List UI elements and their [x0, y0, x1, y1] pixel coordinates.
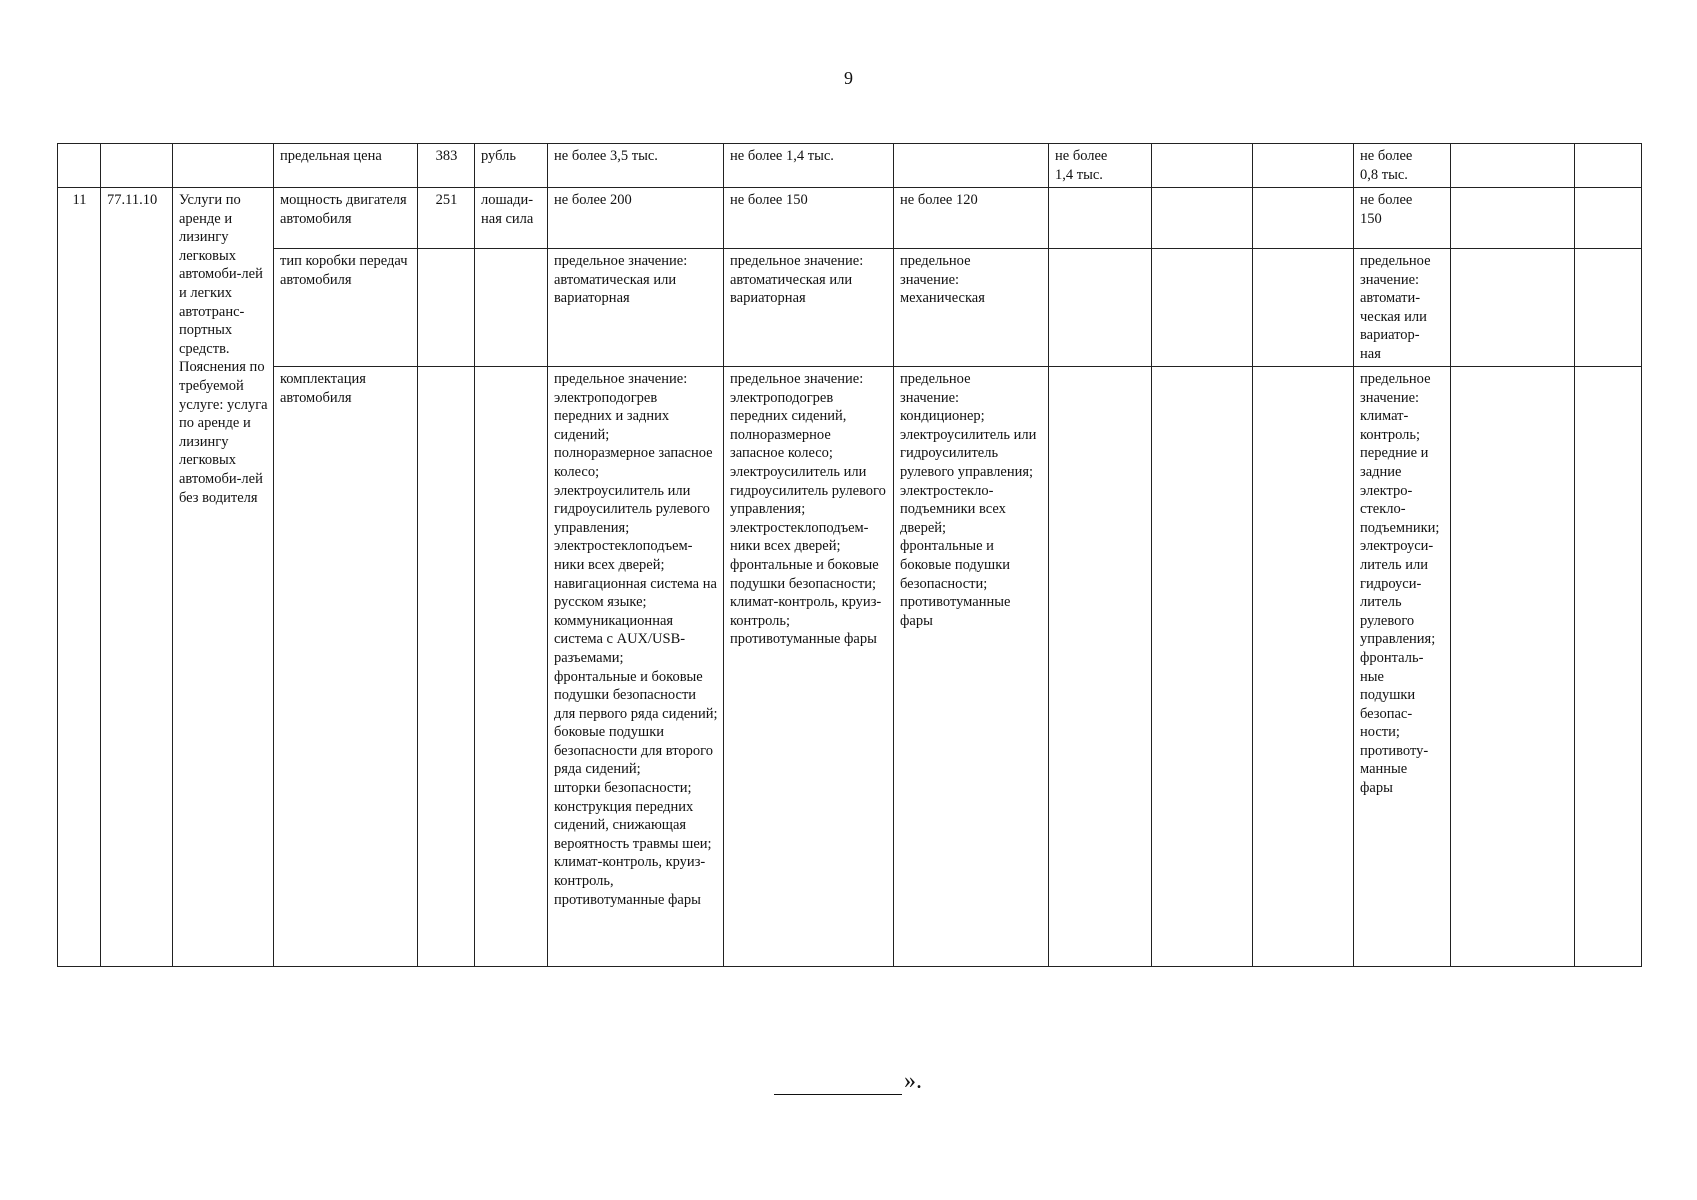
- cell-value-7: не более 150: [1354, 188, 1451, 249]
- cell-value-8: [1451, 249, 1575, 367]
- cell-unit-code: [418, 367, 475, 967]
- cell-value-4: [1049, 188, 1152, 249]
- cell-value-2: предельное значение: автоматическая или вариаторная: [724, 249, 894, 367]
- cell-unit-code: 383: [418, 144, 475, 188]
- cell-value-6: [1253, 367, 1354, 967]
- cell-characteristic: комплектация автомобиля: [274, 367, 418, 967]
- cell-characteristic: мощность двигателя автомобиля: [274, 188, 418, 249]
- cell-value-1: предельное значение: автоматическая или вариаторная: [548, 249, 724, 367]
- cell-value-9: [1575, 249, 1642, 367]
- cell-value-7: предельное значение: климат- контроль; передние и задние электро- стекло- подъемники; электроуси- литель или гидроуси- литель рулевого управления; фронталь- ные подушки безопас- ности; противоту- манные фары: [1354, 367, 1451, 967]
- cell-unit-name: лошади- ная сила: [475, 188, 548, 249]
- closing-underline: [774, 1068, 902, 1095]
- cell-value-2: не более 1,4 тыс.: [724, 144, 894, 188]
- cell-value-3: предельное значение: кондиционер; электроусилитель или гидроусилитель рулевого управления; электростекло-подъемники всех дверей; фронтальные и боковые подушки безопасности; противотуманные фары: [894, 367, 1049, 967]
- cell-service-name: [173, 144, 274, 188]
- cell-value-9: [1575, 144, 1642, 188]
- page-number: 9: [844, 68, 853, 88]
- cell-unit-code: 251: [418, 188, 475, 249]
- table-row-engine-power: [58, 188, 1642, 249]
- cell-value-3: предельное значение: механическая: [894, 249, 1049, 367]
- cell-number: [58, 144, 101, 188]
- closing-quote: ».: [904, 1068, 922, 1094]
- table-row-limit-price: [58, 144, 1642, 188]
- cell-value-1: не более 200: [548, 188, 724, 249]
- cell-value-5: [1152, 367, 1253, 967]
- cell-unit-name: [475, 249, 548, 367]
- cell-value-1: предельное значение: электроподогрев передних и задних сидений; полноразмерное запасное колесо; электроусилитель или гидроусилитель рулевого управления; электростеклоподъем-ники всех дверей; навигационная система на русском языке; коммуникационная система с AUX/USB-разъемами; фронтальные и боковые подушки безопасности для первого ряда сидений; боковые подушки безопасности для второго ряда сидений; шторки безопасности; конструкция передних сидений, снижающая вероятность травмы шеи; климат-контроль, круиз-контроль, противотуманные фары: [548, 367, 724, 967]
- table-row-equipment: [58, 367, 1642, 967]
- cell-value-8: [1451, 367, 1575, 967]
- cell-value-5: [1152, 249, 1253, 367]
- cell-unit-code: [418, 249, 475, 367]
- cell-characteristic: предельная цена: [274, 144, 418, 188]
- cell-value-4: [1049, 249, 1152, 367]
- table-row-gearbox: [58, 249, 1642, 367]
- cell-value-5: [1152, 144, 1253, 188]
- cell-unit-name: [475, 367, 548, 967]
- cell-value-6: [1253, 249, 1354, 367]
- cell-value-8: [1451, 188, 1575, 249]
- cell-okpd: 77.11.10: [101, 188, 173, 967]
- cell-value-8: [1451, 144, 1575, 188]
- cell-value-6: [1253, 144, 1354, 188]
- cell-value-5: [1152, 188, 1253, 249]
- cell-value-3: [894, 144, 1049, 188]
- cell-value-4: не более 1,4 тыс.: [1049, 144, 1152, 188]
- requirements-table: [57, 143, 1642, 967]
- closing-mark: [774, 1068, 922, 1095]
- cell-unit-name: рубль: [475, 144, 548, 188]
- cell-value-2: не более 150: [724, 188, 894, 249]
- cell-value-3: не более 120: [894, 188, 1049, 249]
- cell-characteristic: тип коробки передач автомобиля: [274, 249, 418, 367]
- cell-okpd: [101, 144, 173, 188]
- cell-number: 11: [58, 188, 101, 967]
- cell-value-9: [1575, 188, 1642, 249]
- cell-service-name: Услуги по аренде и лизингу легковых автомоби-лей и легких автотранс-портных средств. Пояснения по требуемой услуге: услуга по аренде и лизингу легковых автомоби-лей без водителя: [173, 188, 274, 967]
- cell-value-9: [1575, 367, 1642, 967]
- cell-value-4: [1049, 367, 1152, 967]
- cell-value-2: предельное значение: электроподогрев передних сидений, полноразмерное запасное колесо; электроусилитель или гидроусилитель рулевого управления; электростеклоподъем-ники всех дверей; фронтальные и боковые подушки безопасности; климат-контроль, круиз-контроль; противотуманные фары: [724, 367, 894, 967]
- cell-value-7: не более 0,8 тыс.: [1354, 144, 1451, 188]
- cell-value-1: не более 3,5 тыс.: [548, 144, 724, 188]
- cell-value-6: [1253, 188, 1354, 249]
- cell-value-7: предельное значение: автомати- ческая или вариатор- ная: [1354, 249, 1451, 367]
